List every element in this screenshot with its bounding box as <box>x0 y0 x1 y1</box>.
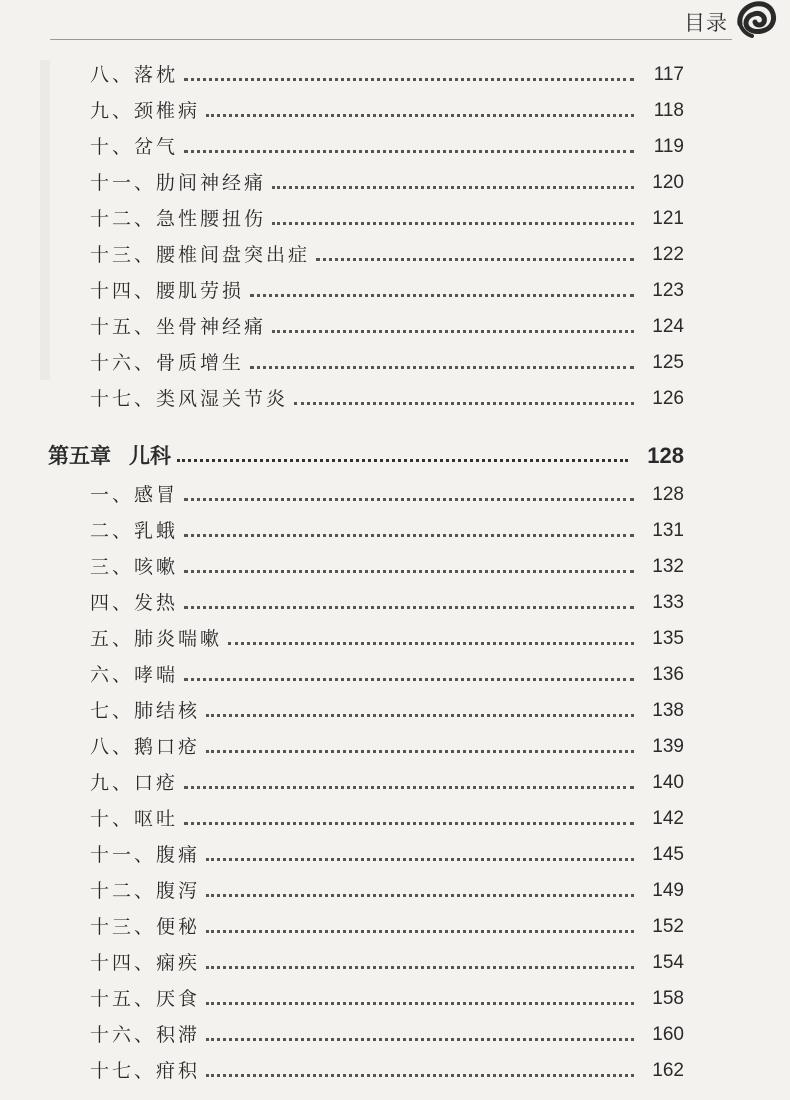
toc-entry-page: 125 <box>652 352 684 373</box>
toc-entry-label: 十、岔气 <box>90 136 179 158</box>
toc-entry-label: 十二、急性腰扭伤 <box>90 208 267 230</box>
toc-entry-page: 128 <box>652 484 684 505</box>
toc-entry[interactable] <box>90 237 684 267</box>
toc-entry-page: 138 <box>652 700 684 721</box>
toc-entry-label: 四、发热 <box>90 592 179 614</box>
toc-entry[interactable] <box>90 657 684 687</box>
dot-leader <box>184 821 634 825</box>
header-rule <box>50 39 732 40</box>
toc-entry-page: 135 <box>652 628 684 649</box>
toc-entry-label: 三、咳嗽 <box>90 556 179 578</box>
toc-entry-label: 二、乳蛾 <box>90 520 179 542</box>
dot-leader <box>206 749 634 753</box>
chapter-heading[interactable] <box>48 437 684 469</box>
toc-entry[interactable] <box>90 981 684 1011</box>
chapter-title: 儿科 <box>129 444 171 468</box>
toc-entry-page: 131 <box>652 520 684 541</box>
toc-entry[interactable] <box>90 801 684 831</box>
cloud-swirl-icon <box>736 0 778 38</box>
toc-entry-page: 139 <box>652 736 684 757</box>
dot-leader <box>206 857 634 861</box>
toc-entry[interactable] <box>90 345 684 375</box>
dot-leader <box>184 533 634 537</box>
toc-entry[interactable] <box>90 909 684 939</box>
dot-leader <box>177 458 628 462</box>
toc-entry-label: 十三、腰椎间盘突出症 <box>90 244 311 266</box>
dot-leader <box>184 497 634 501</box>
toc-entry-page: 145 <box>652 844 684 865</box>
toc-entry[interactable] <box>90 729 684 759</box>
page-header <box>590 0 790 40</box>
toc-entry[interactable] <box>90 549 684 579</box>
toc-entry-page: 124 <box>652 316 684 337</box>
dot-leader <box>184 605 634 609</box>
toc-entry[interactable] <box>90 837 684 867</box>
toc-entry-label: 十五、厌食 <box>90 988 201 1010</box>
toc-entry-page: 118 <box>653 100 684 121</box>
toc-entry-label: 十七、疳积 <box>90 1060 201 1082</box>
toc-entry-label: 十六、骨质增生 <box>90 352 245 374</box>
toc-entry-label: 十六、积滞 <box>90 1024 201 1046</box>
dot-leader <box>184 569 634 573</box>
toc-entry-label: 八、落枕 <box>90 64 179 86</box>
toc-entry[interactable] <box>90 1017 684 1047</box>
toc-entry-page: 158 <box>652 988 684 1009</box>
toc-entry[interactable] <box>90 477 684 507</box>
dot-leader <box>272 329 634 333</box>
dot-leader <box>206 929 634 933</box>
toc-entry-label: 八、鹅口疮 <box>90 736 201 758</box>
toc-entry-label: 十一、肋间神经痛 <box>90 172 267 194</box>
toc-entry-page: 119 <box>653 136 684 157</box>
toc-entry[interactable] <box>90 201 684 231</box>
toc-entry-label: 十一、腹痛 <box>90 844 201 866</box>
toc-entry[interactable] <box>90 765 684 795</box>
toc-entry[interactable] <box>90 57 684 87</box>
toc-entry[interactable] <box>90 693 684 723</box>
dot-leader <box>316 257 634 261</box>
toc-entry-label: 十四、痫疾 <box>90 952 201 974</box>
toc-entry[interactable] <box>90 309 684 339</box>
dot-leader <box>184 785 634 789</box>
dot-leader <box>272 185 634 189</box>
toc-entry[interactable] <box>90 273 684 303</box>
dot-leader <box>206 713 634 717</box>
toc-entry[interactable] <box>90 1053 684 1083</box>
toc-entry-page: 126 <box>652 388 684 409</box>
dot-leader <box>228 641 634 645</box>
dot-leader <box>206 1037 634 1041</box>
toc-entry-label: 七、肺结核 <box>90 700 201 722</box>
chapter-label <box>48 443 171 469</box>
toc-entry-page: 160 <box>652 1024 684 1045</box>
toc-entry-page: 162 <box>652 1060 684 1081</box>
toc-entry-page: 123 <box>652 280 684 301</box>
toc-entry[interactable] <box>90 513 684 543</box>
toc-entry-label: 十七、类风湿关节炎 <box>90 388 289 410</box>
toc-entry-page: 142 <box>652 808 684 829</box>
dot-leader <box>206 893 634 897</box>
dot-leader <box>184 677 634 681</box>
toc-entry-label: 十五、坐骨神经痛 <box>90 316 267 338</box>
toc-entry-page: 117 <box>653 64 684 85</box>
toc-entry[interactable] <box>90 873 684 903</box>
toc-entry-page: 121 <box>652 208 684 229</box>
toc-entry-label: 六、哮喘 <box>90 664 179 686</box>
dot-leader <box>184 149 634 153</box>
toc-entry-label: 九、口疮 <box>90 772 179 794</box>
dot-leader <box>250 293 634 297</box>
toc-entry[interactable] <box>90 585 684 615</box>
toc-entry-page: 140 <box>652 772 684 793</box>
toc-entry-page: 152 <box>652 916 684 937</box>
dot-leader <box>294 401 634 405</box>
toc-entry-page: 149 <box>652 880 684 901</box>
show-through-shading <box>40 60 50 380</box>
dot-leader <box>206 113 634 117</box>
toc-entry-page: 154 <box>652 952 684 973</box>
toc-entry-label: 十四、腰肌劳损 <box>90 280 245 302</box>
toc-entry-label: 九、颈椎病 <box>90 100 201 122</box>
toc-entry[interactable] <box>90 165 684 195</box>
dot-leader <box>272 221 634 225</box>
dot-leader <box>206 965 634 969</box>
chapter-number: 第五章 <box>48 444 111 468</box>
toc-entry-page: 120 <box>652 172 684 193</box>
toc-entry-page: 122 <box>652 244 684 265</box>
toc-entry-label: 五、肺炎喘嗽 <box>90 628 223 650</box>
toc-entry-label: 十二、腹泻 <box>90 880 201 902</box>
toc-entry-label: 十三、便秘 <box>90 916 201 938</box>
dot-leader <box>206 1001 634 1005</box>
toc-entry[interactable] <box>90 621 684 651</box>
toc-entry-page: 136 <box>652 664 684 685</box>
toc-entry-label: 一、感冒 <box>90 484 179 506</box>
header-title: 目录 <box>684 11 728 35</box>
toc-entry[interactable] <box>90 129 684 159</box>
dot-leader <box>184 77 634 81</box>
chapter-page: 128 <box>647 443 684 468</box>
dot-leader <box>206 1073 634 1077</box>
toc-entry-page: 133 <box>652 592 684 613</box>
toc-entry-page: 132 <box>652 556 684 577</box>
toc-entry[interactable] <box>90 945 684 975</box>
toc-entry[interactable] <box>90 93 684 123</box>
dot-leader <box>250 365 634 369</box>
toc-entry[interactable] <box>90 381 684 411</box>
toc-entry-label: 十、呕吐 <box>90 808 179 830</box>
